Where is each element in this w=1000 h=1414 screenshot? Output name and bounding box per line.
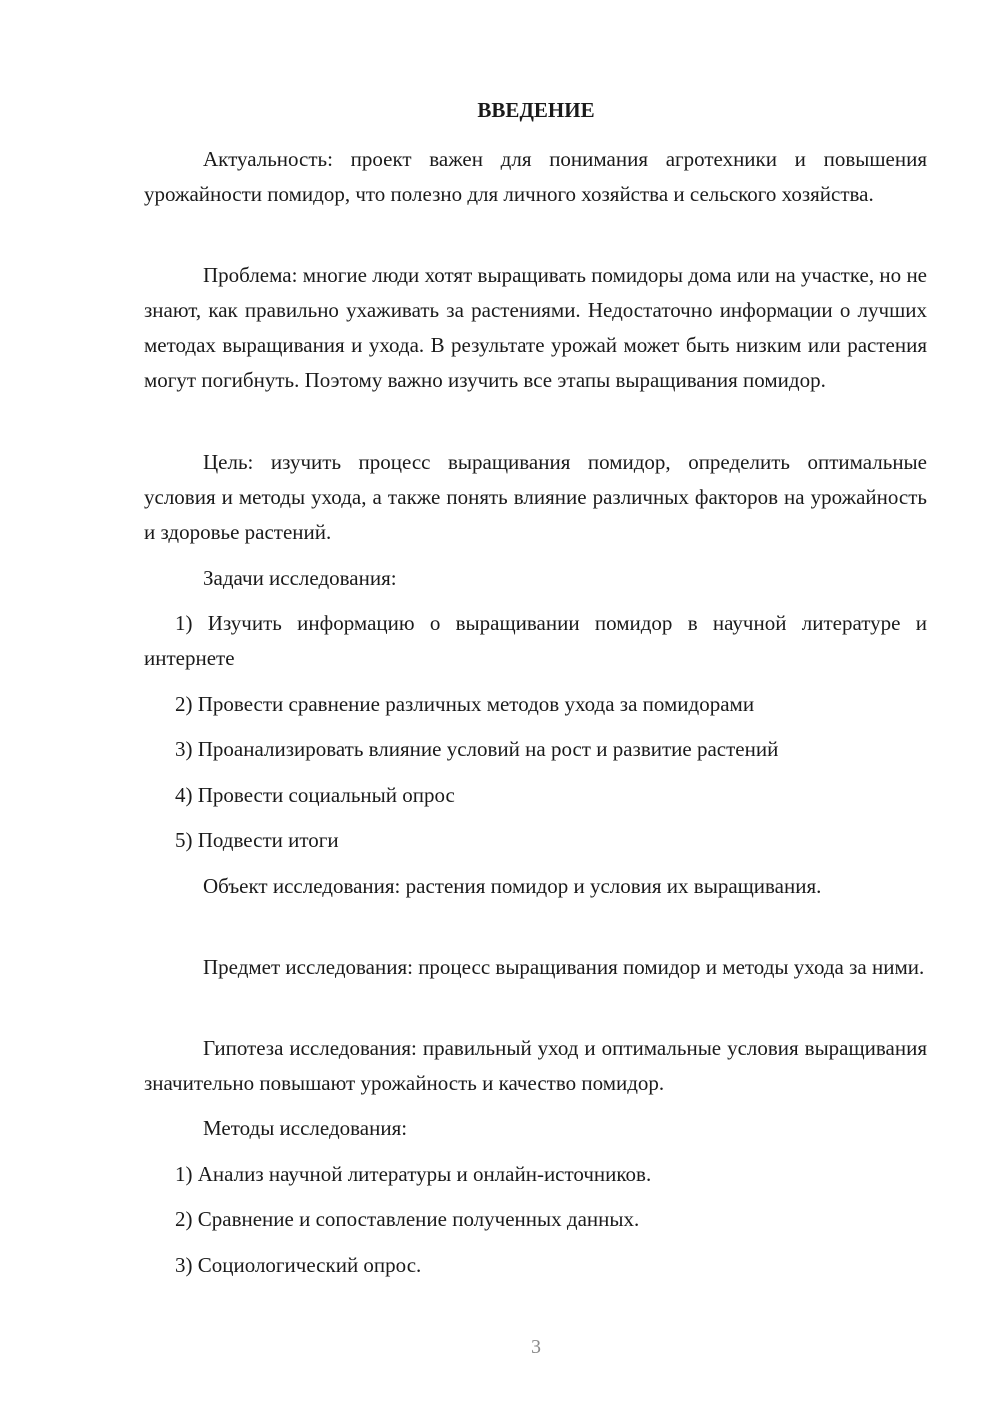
- page-number: 3: [531, 1336, 541, 1358]
- hypothesis-paragraph: Гипотеза исследования: правильный уход и оптимальные условия выращивания значительно повышают урожайность и качество помидор.: [144, 1036, 927, 1095]
- goal-paragraph: Цель: изучить процесс выращивания помидор, определить оптимальные условия и методы ухода, а также понять влияние различных факторов на урожайность и здоровье растений.: [144, 450, 927, 544]
- task-item: 1) Изучить информацию о выращивании помидор в научной литературе и интернете: [144, 611, 927, 670]
- problem-paragraph: Проблема: многие люди хотят выращивать помидоры дома или на участке, но не знают, как правильно ухаживать за растениями. Недостаточно информации о лучших методах выращивания и ухода. В результате урожай может быть низким или растения могут погибнуть. Поэтому важно изучить все этапы выращивания помидор.: [144, 263, 927, 392]
- tasks-heading: Задачи исследования:: [203, 566, 397, 590]
- task-item: 5) Подвести итоги: [175, 828, 339, 852]
- task-item: 4) Провести социальный опрос: [175, 783, 455, 807]
- task-item: 2) Провести сравнение различных методов ухода за помидорами: [175, 692, 755, 716]
- page-title: ВВЕДЕНИЕ: [477, 98, 595, 122]
- object-paragraph: Объект исследования: растения помидор и условия их выращивания.: [203, 874, 822, 898]
- subject-paragraph: Предмет исследования: процесс выращивания помидор и методы ухода за ними.: [203, 955, 925, 979]
- method-item: 2) Сравнение и сопоставление полученных данных.: [175, 1207, 640, 1231]
- method-item: 3) Социологический опрос.: [175, 1253, 422, 1277]
- relevance-paragraph: Актуальность: проект важен для понимания агротехники и повышения урожайности помидор, что полезно для личного хозяйства и сельского хозяйства.: [144, 147, 927, 206]
- methods-heading: Методы исследования:: [203, 1116, 408, 1140]
- method-item: 1) Анализ научной литературы и онлайн-источников.: [175, 1162, 652, 1186]
- task-item: 3) Проанализировать влияние условий на рост и развитие растений: [175, 737, 779, 761]
